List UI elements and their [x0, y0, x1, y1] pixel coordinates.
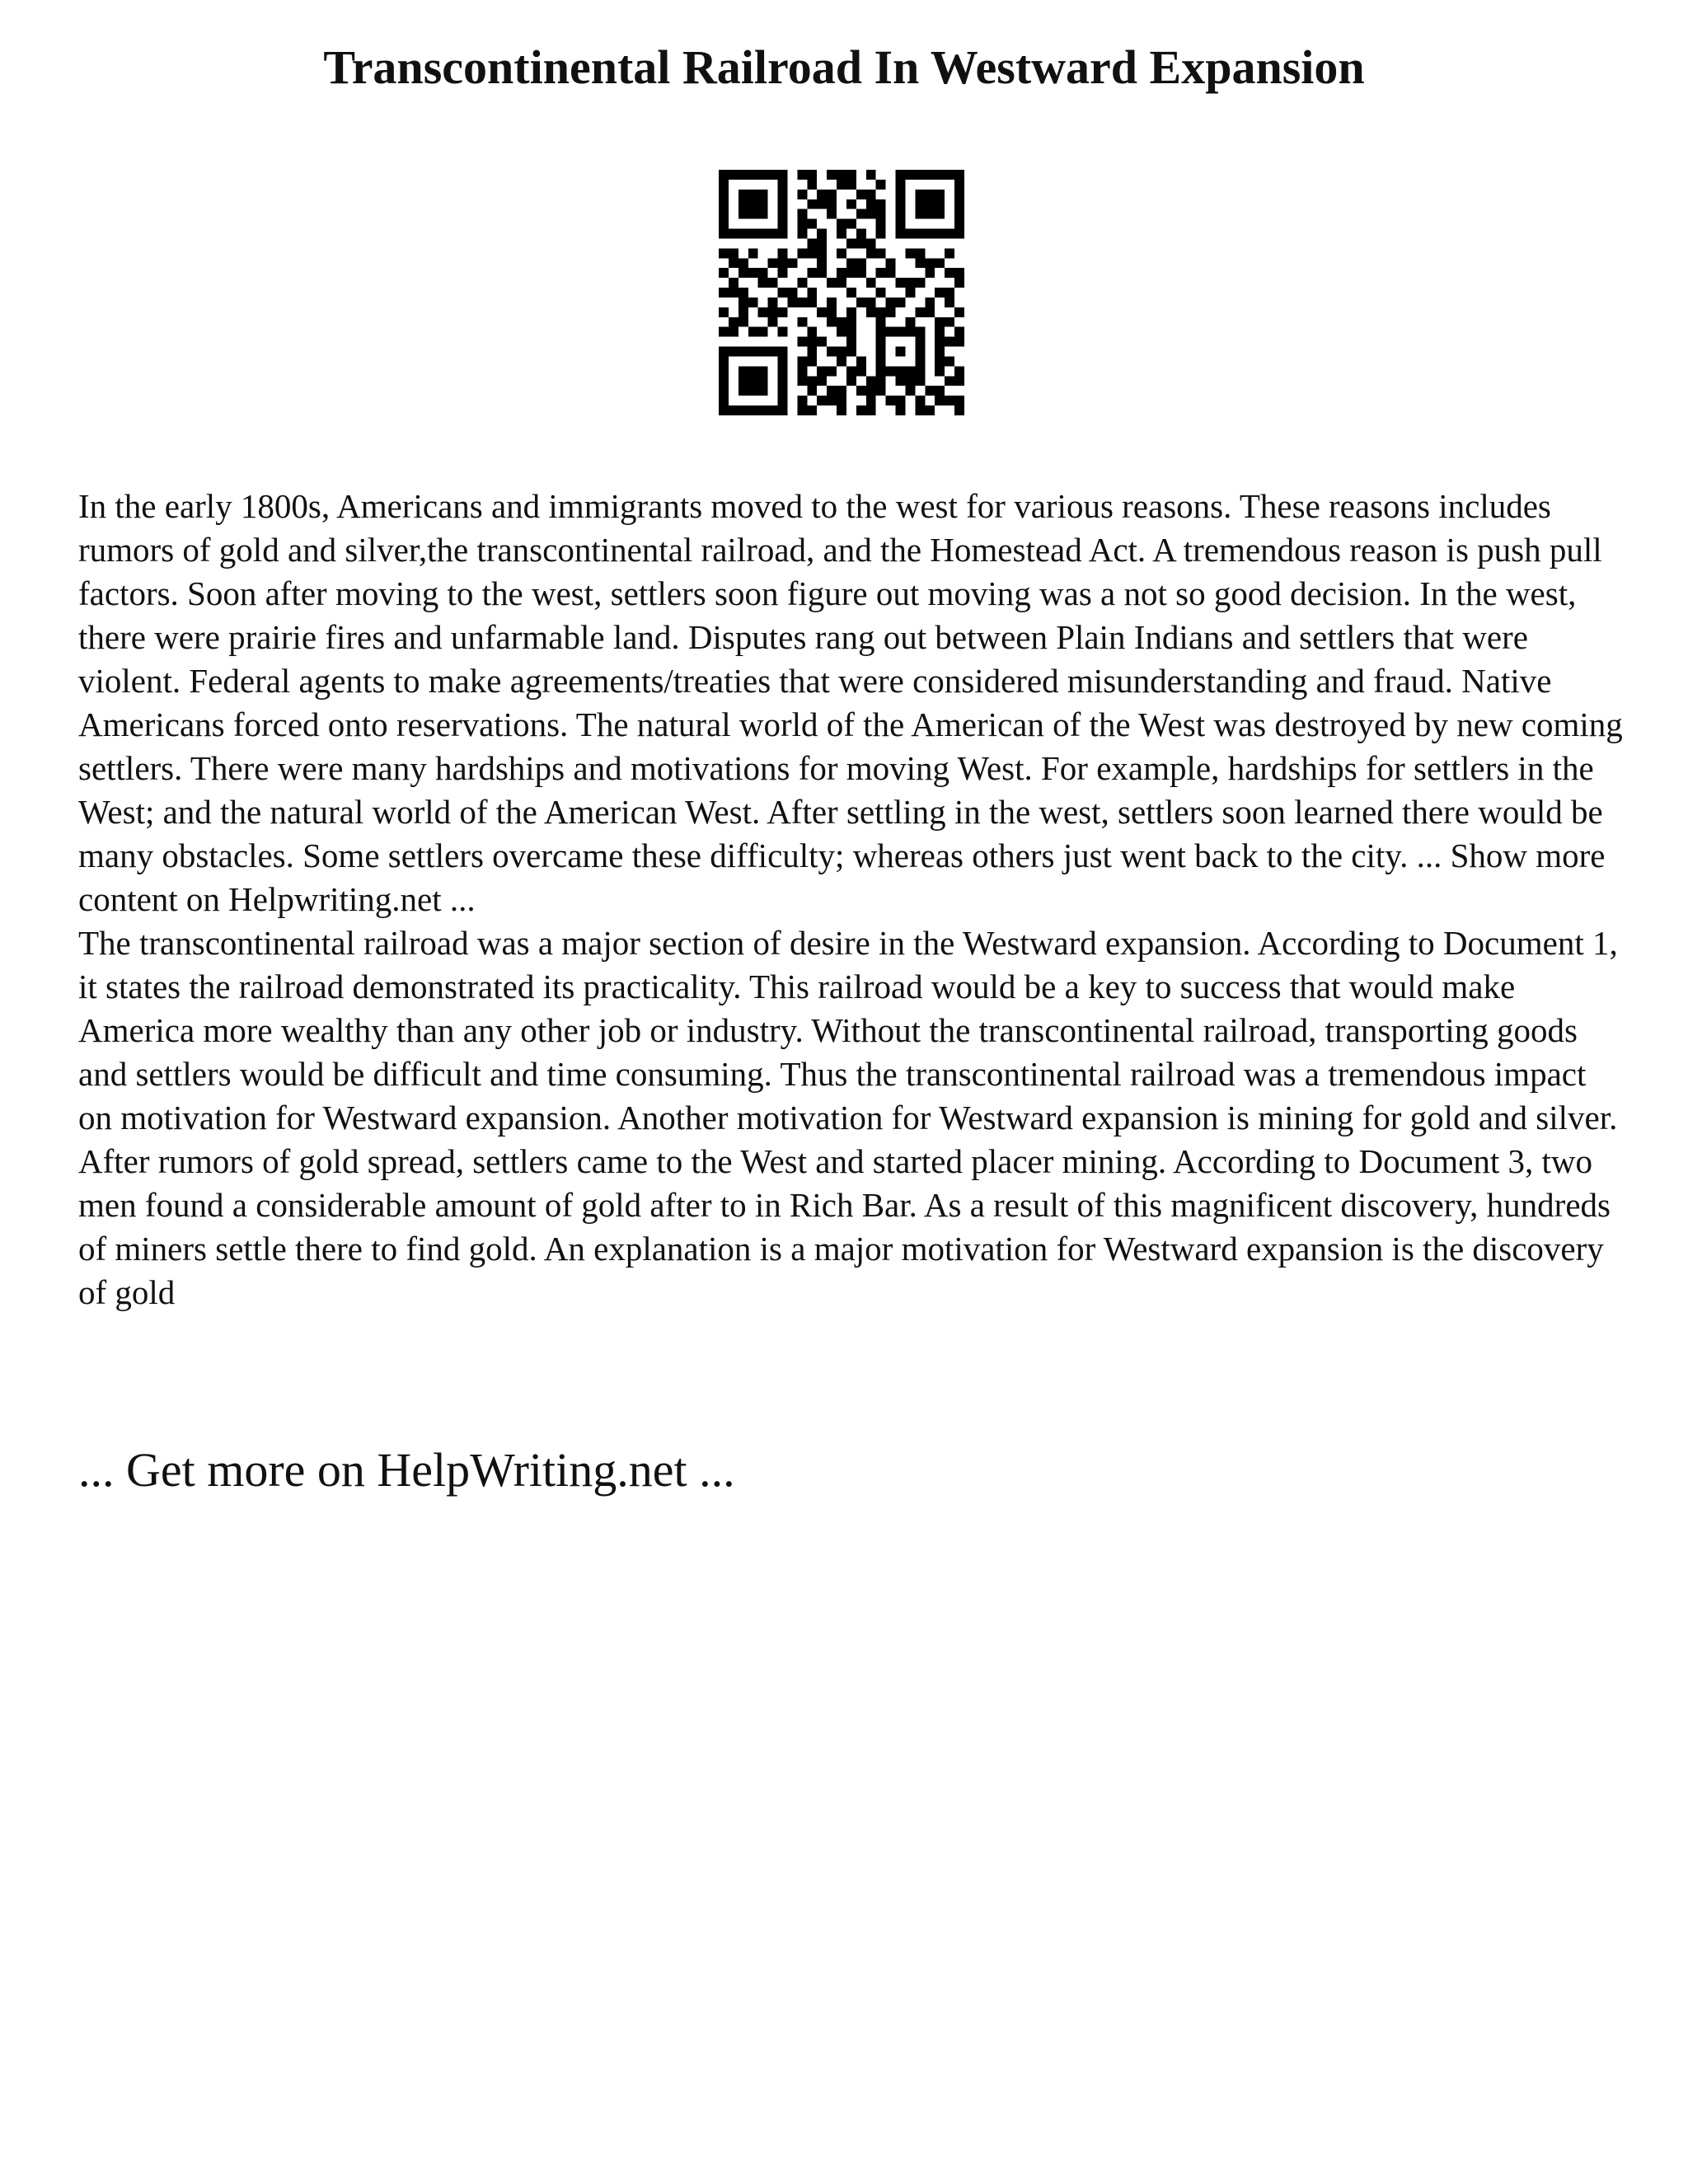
document-title: Transcontinental Railroad In Westward Expansion — [323, 40, 1365, 94]
qr-code-icon — [719, 170, 964, 415]
get-more-link[interactable]: ... Get more on HelpWriting.net ... — [78, 1443, 735, 1497]
paragraph-1: In the early 1800s, Americans and immigrants moved to the west for various reasons. These reasons includes rumors of gold and silver,the transcontinental railroad, and the Homestead Act. A tremendous reason is push pull factors. Soon after moving to the west, settlers soon figure out moving was a not so good decision. In the west, there were prairie fires and unfarmable land. Disputes rang out between Plain Indians and settlers that were violent. Federal agents to make agreements/treaties that were considered misunderstanding and fraud. Native Americans forced onto reservations. The natural world of the American of the West was destroyed by new coming settlers. There were many hardships and motivations for moving West. For example, hardships for settlers in the West; and the natural world of the American West. After settling in the west, settlers soon learned there would be many obstacles. Some settlers overcame these difficulty; whereas others just went back to the city. ... Show more content on Helpwriting.net ... — [78, 487, 1623, 918]
article-body — [78, 485, 1628, 1315]
paragraph-2: The transcontinental railroad was a major section of desire in the Westward expansion. According to Document 1, it states the railroad demonstrated its practicality. This railroad would be a key to success that would make America more wealthy than any other job or industry. Without the transcontinental railroad, transporting goods and settlers would be difficult and time consuming. Thus the transcontinental railroad was a tremendous impact on motivation for Westward expansion. Another motivation for Westward expansion is mining for gold and silver. After rumors of gold spread, settlers came to the West and started placer mining. According to Document 3, two men found a considerable amount of gold after to in Rich Bar. As a result of this magnificent discovery, hundreds of miners settle there to find gold. An explanation is a major motivation for Westward expansion is the discovery of gold — [78, 924, 1618, 1311]
